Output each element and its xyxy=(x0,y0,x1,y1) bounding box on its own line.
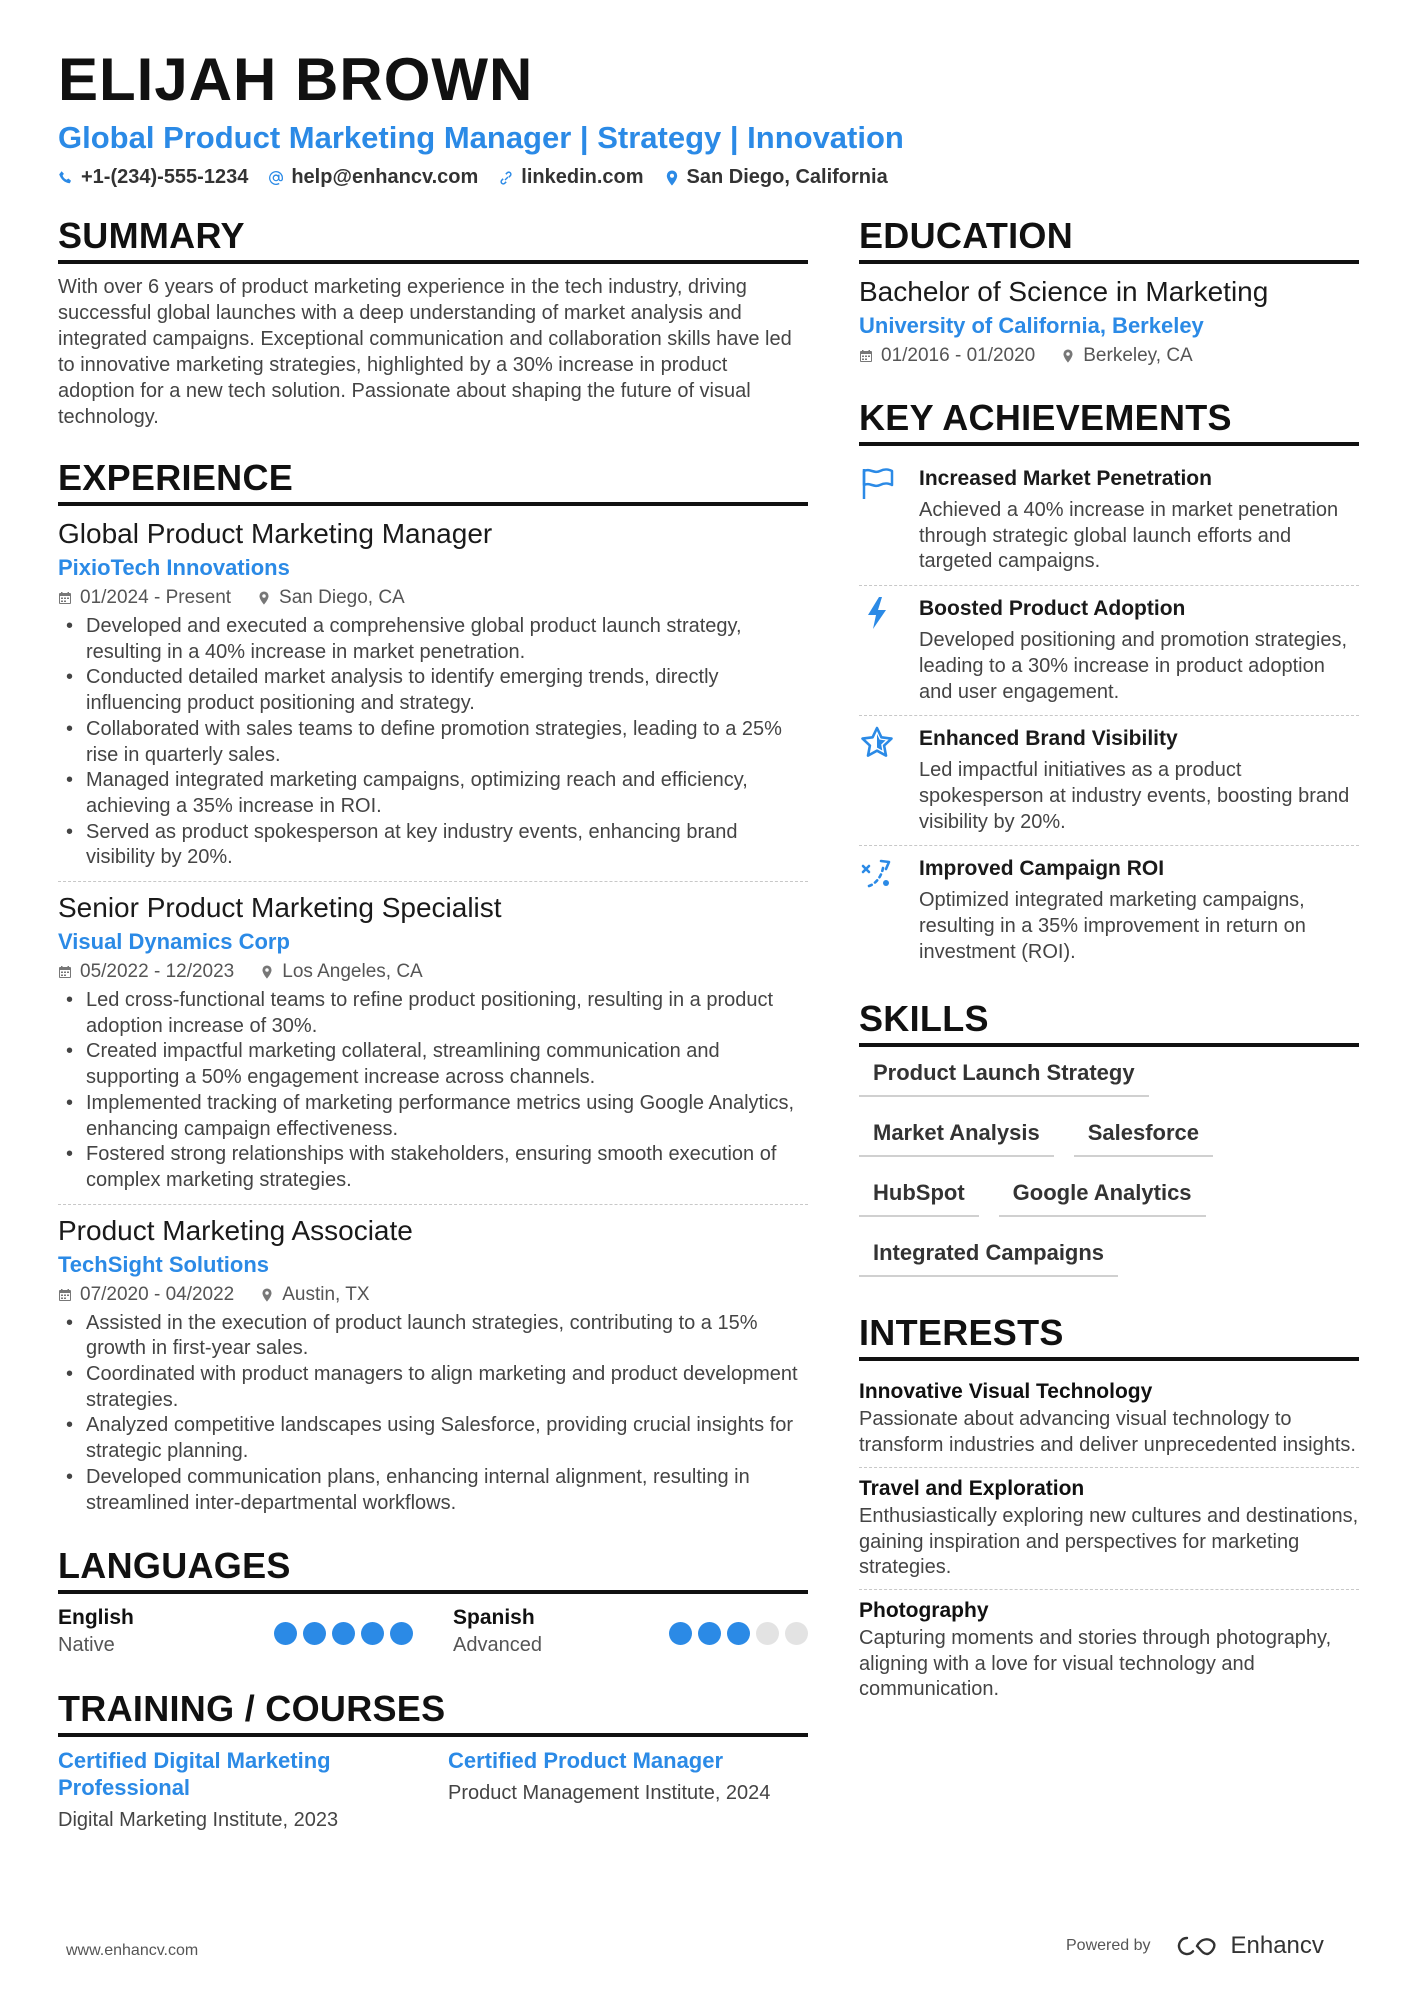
interest-desc: Passionate about advancing visual technology to transform industries and deliver unprecedented insights. xyxy=(859,1408,1356,1457)
skill-tag: Market Analysis xyxy=(859,1119,1054,1157)
experience-heading: EXPERIENCE xyxy=(58,456,808,506)
interest-item xyxy=(859,1371,1359,1466)
right-column xyxy=(859,214,1359,1711)
job-bullet: • Developed and executed a comprehensive global product launch strategy, resulting in a 40% increase in market penetration. xyxy=(58,614,808,665)
footer-website[interactable]: www.enhancv.com xyxy=(66,1942,199,1959)
contact-location xyxy=(664,166,888,189)
skill-tag: Integrated Campaigns xyxy=(859,1239,1118,1277)
job-bullets xyxy=(58,614,808,871)
job-location: Austin, TX xyxy=(282,1283,370,1305)
job-company: PixioTech Innovations xyxy=(58,555,290,580)
languages-list xyxy=(58,1604,808,1659)
phone-icon xyxy=(58,170,74,186)
achievement-item xyxy=(859,715,1359,845)
skill-tag: HubSpot xyxy=(859,1179,979,1217)
job-dates: 05/2022 - 12/2023 xyxy=(80,961,235,983)
location-pin-icon xyxy=(257,591,271,605)
location-pin-icon xyxy=(1061,349,1075,363)
linkedin-text: linkedin.com xyxy=(521,166,644,188)
calendar-icon xyxy=(859,349,873,363)
job-location: Los Angeles, CA xyxy=(282,961,423,983)
skill-tag: Salesforce xyxy=(1074,1119,1213,1157)
achievements-section xyxy=(859,396,1359,975)
resume-header xyxy=(58,44,1358,189)
rating-dot-filled xyxy=(727,1622,750,1645)
skills-section xyxy=(859,997,1359,1277)
job-entry xyxy=(58,881,808,1204)
interest-title: Photography xyxy=(859,1598,989,1622)
rating-dot-filled xyxy=(332,1622,355,1645)
interest-desc: Enthusiastically exploring new cultures and destinations, gaining inspiration and perspectives for marketing strategies. xyxy=(859,1504,1359,1579)
achievement-item xyxy=(859,585,1359,715)
candidate-name: ELIJAH BROWN xyxy=(58,46,534,113)
interest-title: Travel and Exploration xyxy=(859,1476,1085,1500)
language-rating xyxy=(669,1622,808,1645)
brand-name: Enhancv xyxy=(1230,1932,1324,1959)
interest-item xyxy=(859,1589,1359,1711)
interests-heading: INTERESTS xyxy=(859,1311,1359,1361)
job-entry xyxy=(58,1204,808,1527)
language-item xyxy=(58,1604,413,1659)
training-heading: TRAINING / COURSES xyxy=(58,1687,808,1737)
interests-section xyxy=(859,1311,1359,1711)
candidate-title: Global Product Marketing Manager | Strategy | Innovation xyxy=(58,120,904,155)
language-rating xyxy=(274,1622,413,1645)
job-bullet: • Coordinated with product managers to align marketing and product development strategies. xyxy=(58,1362,808,1413)
at-icon xyxy=(268,170,284,186)
achievement-title: Increased Market Penetration xyxy=(919,467,1212,490)
course-item xyxy=(448,1747,808,1833)
languages-section xyxy=(58,1544,808,1659)
achievement-desc: Optimized integrated marketing campaigns, resulting in a 35% improvement in return on investment (ROI). xyxy=(919,889,1306,963)
skills-list xyxy=(859,1059,1359,1277)
job-role: Senior Product Marketing Specialist xyxy=(58,892,502,924)
job-meta xyxy=(58,958,808,986)
job-entry xyxy=(58,516,808,881)
job-bullet: • Conducted detailed market analysis to identify emerging trends, directly influencing product positioning and strategy. xyxy=(58,665,808,716)
training-section xyxy=(58,1687,808,1833)
location-pin-icon xyxy=(260,965,274,979)
job-company: Visual Dynamics Corp xyxy=(58,929,290,955)
enhancv-logo[interactable] xyxy=(1175,1932,1324,1960)
job-dates: 07/2020 - 04/2022 xyxy=(80,1283,235,1305)
job-meta xyxy=(58,584,808,612)
course-item xyxy=(58,1747,418,1833)
job-bullet: • Created impactful marketing collateral, streamlining communication and supporting a 50% engagement increase across channels. xyxy=(58,1039,808,1090)
education-meta xyxy=(859,342,1359,370)
achievement-item xyxy=(859,456,1359,585)
education-dates: 01/2016 - 01/2020 xyxy=(881,345,1036,366)
languages-heading: LANGUAGES xyxy=(58,1544,808,1594)
calendar-icon xyxy=(58,591,72,605)
education-section xyxy=(859,214,1359,370)
experience-section xyxy=(58,456,808,1526)
job-bullet: • Served as product spokesperson at key industry events, enhancing brand visibility by 20%. xyxy=(58,820,808,871)
language-name: Spanish xyxy=(453,1606,535,1630)
job-bullets xyxy=(58,988,808,1194)
course-desc: Digital Marketing Institute, 2023 xyxy=(58,1809,339,1832)
job-bullet: • Managed integrated marketing campaigns, optimizing reach and efficiency, achieving a 35% increase in ROI. xyxy=(58,768,808,819)
rating-dot-filled xyxy=(669,1622,692,1645)
contact-linkedin[interactable] xyxy=(498,166,643,189)
course-desc: Product Management Institute, 2024 xyxy=(448,1782,771,1805)
summary-text: With over 6 years of product marketing experience in the tech industry, driving successful global launches with a deep understanding of market analysis and integrated campaigns. Exceptional communication and collaboration skills have led to innovative marketing strategies, highlighted by a 30% increase in product adoption for a new tech solution. Passionate about shaping the future of visual technology. xyxy=(58,276,792,428)
summary-section xyxy=(58,214,808,430)
job-role: Product Marketing Associate xyxy=(58,1214,413,1246)
language-name: English xyxy=(58,1606,134,1630)
phone-text: +1-(234)-555-1234 xyxy=(81,166,249,188)
location-pin-icon xyxy=(260,1288,274,1302)
skill-tag: Google Analytics xyxy=(999,1179,1206,1217)
education-school: University of California, Berkeley xyxy=(859,313,1204,338)
interest-title: Innovative Visual Technology xyxy=(859,1380,1153,1404)
job-dates: 01/2024 - Present xyxy=(80,587,232,608)
calendar-icon xyxy=(58,1288,72,1302)
powered-by-label: Powered by xyxy=(1066,1937,1151,1954)
enhancv-logo-icon xyxy=(1175,1934,1221,1958)
achievement-desc: Achieved a 40% increase in market penetration through strategic global launch efforts and targeted campaigns. xyxy=(919,499,1339,573)
rating-dot-filled xyxy=(390,1622,413,1645)
rating-dot-filled xyxy=(274,1622,297,1645)
skill-tag: Product Launch Strategy xyxy=(859,1059,1149,1097)
course-title: Certified Digital Marketing Professional xyxy=(58,1748,331,1801)
contact-phone[interactable] xyxy=(58,166,248,189)
achievement-desc: Led impactful initiatives as a product spokesperson at industry events, boosting brand visibility by 20%. xyxy=(919,759,1350,833)
strategy-icon xyxy=(859,856,897,890)
lightning-icon xyxy=(859,596,897,630)
job-bullet: • Assisted in the execution of product launch strategies, contributing to a 15% growth in first-year sales. xyxy=(58,1311,808,1362)
flag-icon xyxy=(859,466,897,500)
education-location: Berkeley, CA xyxy=(1083,345,1193,366)
education-degree: Bachelor of Science in Marketing xyxy=(859,276,1269,307)
location-pin-icon xyxy=(664,170,680,186)
job-bullet: • Collaborated with sales teams to define promotion strategies, leading to a 25% rise in quarterly sales. xyxy=(58,717,808,768)
language-level: Advanced xyxy=(453,1634,542,1657)
interest-item xyxy=(859,1467,1359,1589)
link-icon xyxy=(498,170,514,186)
courses-list xyxy=(58,1747,808,1833)
left-column xyxy=(58,214,808,1833)
job-bullet: • Fostered strong relationships with stakeholders, ensuring smooth execution of complex marketing strategies. xyxy=(58,1142,808,1193)
contact-email[interactable] xyxy=(268,166,478,189)
email-text: help@enhancv.com xyxy=(291,166,479,188)
job-role: Global Product Marketing Manager xyxy=(58,518,493,549)
job-company: TechSight Solutions xyxy=(58,1251,270,1277)
job-bullet: • Implemented tracking of marketing performance metrics using Google Analytics, enhancing campaign effectiveness. xyxy=(58,1091,808,1142)
rating-dot-filled xyxy=(303,1622,326,1645)
achievement-item xyxy=(859,845,1359,975)
rating-dot-empty xyxy=(756,1622,779,1645)
star-icon xyxy=(859,726,897,760)
language-level: Native xyxy=(58,1634,115,1657)
rating-dot-filled xyxy=(698,1622,721,1645)
rating-dot-filled xyxy=(361,1622,384,1645)
job-bullets xyxy=(58,1311,808,1517)
location-text: San Diego, California xyxy=(686,166,888,188)
achievements-heading: KEY ACHIEVEMENTS xyxy=(859,396,1359,446)
job-bullet: • Analyzed competitive landscapes using Salesforce, providing crucial insights for strategic planning. xyxy=(58,1413,808,1464)
achievement-title: Boosted Product Adoption xyxy=(919,597,1186,621)
achievement-desc: Developed positioning and promotion strategies, leading to a 30% increase in product adoption and user engagement. xyxy=(919,629,1348,703)
achievement-title: Enhanced Brand Visibility xyxy=(919,727,1178,751)
interest-desc: Capturing moments and stories through photography, aligning with a love for visual technology and communication. xyxy=(859,1626,1332,1701)
footer-branding xyxy=(1066,1932,1324,1960)
rating-dot-empty xyxy=(785,1622,808,1645)
course-title: Certified Product Manager xyxy=(448,1748,724,1774)
achievement-title: Improved Campaign ROI xyxy=(919,857,1165,881)
skills-heading: SKILLS xyxy=(859,997,1359,1047)
job-bullet: • Led cross-functional teams to refine product positioning, resulting in a product adoption increase of 30%. xyxy=(58,988,808,1039)
job-bullet: • Developed communication plans, enhancing internal alignment, resulting in streamlined inter-departmental workflows. xyxy=(58,1465,808,1516)
education-heading: EDUCATION xyxy=(859,214,1359,264)
contact-row xyxy=(58,166,1358,189)
job-location: San Diego, CA xyxy=(279,587,405,608)
job-meta xyxy=(58,1281,808,1309)
summary-heading: SUMMARY xyxy=(58,214,808,264)
calendar-icon xyxy=(58,965,72,979)
language-item xyxy=(453,1604,808,1659)
